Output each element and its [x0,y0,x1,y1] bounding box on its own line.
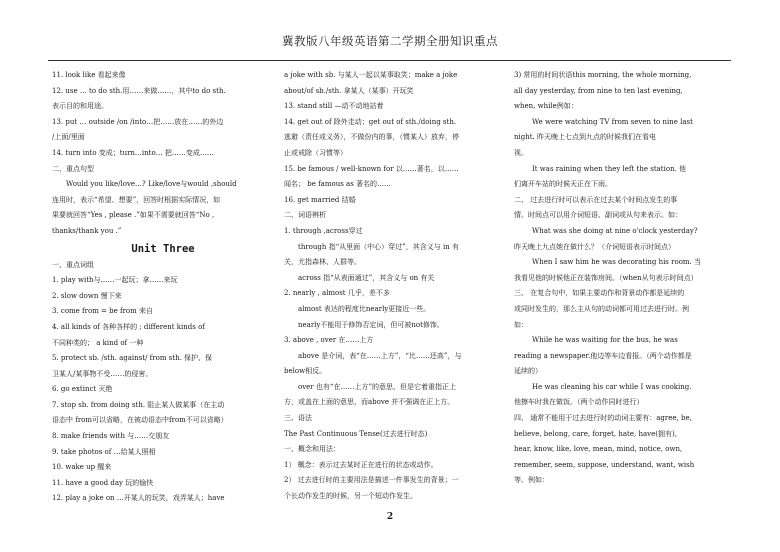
text-line: through 指“从里面（中心）穿过”，其含义与 in 有 [298,242,459,251]
text-line: 7. stop sb. from doing sth. 阻止某人做某事（在主动 [52,400,225,409]
unit-heading: Unit Three [131,242,195,255]
text-line: 四、 通常不能用于过去进行时的动词主要有：agree, be, [514,414,692,423]
text-line: 5. protect sb. /sth. against/ from sth. 保护、保 [52,354,213,363]
text-line: 我看见他的时候他正在装饰房间。（when从句表示时间点） [514,273,698,282]
text-line: 他擦车时我在做饭。（两个动作同时进行） [514,398,644,407]
text-line: 昨天晚上九点她在做什么？（介词短语表示时间点） [514,242,675,251]
page-number: 2 [386,512,394,522]
text-line: believe, belong, care, forget, hate, have(拥有), [514,429,677,438]
text-line: hear, know, like, love, mean, mind, notice, own, [514,445,683,454]
col2-block-d [284,302,502,349]
text-line: /上面/里面 [52,133,85,142]
text-line: 2. nearly , almost 几乎，差不多 [284,289,390,298]
text-line: 一、概念和用法： [284,445,340,454]
text-line: 逃避（责任或义务），不做份内的事，（惯某人）放弃，停 [284,133,459,142]
text-line: 12. play a joke on …开某人的玩笑，戏弄某人；have [52,494,225,503]
text-line: We were watching TV from seven to nine last [532,117,693,126]
text-line: 闻名； be famous as 著名的…… [284,180,392,189]
text-line: 1） 概念：表示过去某时正在进行的状态或动作。 [284,460,438,469]
text-line: 2） 过去进行时的主要用法是描述一件事发生的背景；一 [284,476,459,485]
text-line: above 是介词，表“在……上方”，“比……还高”，与 [298,351,462,360]
text-line: 14. turn into 变成；turn…into… 把……变成…… [52,148,214,157]
text-line: While he was waiting for the bus, he was [532,336,678,345]
text-line: 11. have a good day 玩的愉快 [52,478,154,487]
text-line: 关，尤指森林、人群等。 [284,258,361,267]
text-line: The Past Continuous Tense(过去进行时态) [284,429,428,438]
text-line: 3) 常用的时间状语this morning, the whole morning, [514,71,692,79]
text-line: 卫某人/某事物不受……的侵害。 [52,369,153,378]
text-line: thanks/thank you .” [52,226,122,235]
text-line: 延续的） [514,367,542,376]
column-middle [284,68,502,505]
text-line: 个长动作发生的时候，另一个短动作发生。 [284,492,417,501]
text-line: 3. above , over 在……上方 [284,336,374,345]
text-line: What was she doing at nine o'clock yesterday? [532,226,698,235]
text-line: below相反。 [284,367,327,376]
text-line: 10. wake up 醒来 [52,463,112,472]
text-line: 4. all kinds of 各种各样的 ; different kinds of [52,322,205,331]
col2-block-b [284,240,502,271]
text-line: 二、词语辨析 [284,211,326,220]
text-line: 们离开车站的时候天正在下雨。 [514,180,612,189]
column-right [514,68,730,489]
text-line: 15. be famous / well-known for 以……著名，以…… [284,164,459,173]
text-line: 16. get married 结婚 [284,195,356,204]
text-line: 三、语法 [284,414,312,423]
text-line: 等。例如： [514,476,549,485]
text-line: 13. put … outside /on /into…把……放在……的外边 [52,117,224,126]
text-line: 不同种类的； a kind of 一种 [52,338,144,347]
text-line: 情。时间点可以用介词短语、副词或从句来表示。如： [514,211,682,220]
text-line: 语态中 from可以省略，在被动语态中from不可以省略） [52,416,228,425]
text-line: 连用时，表示“希望、想要”，回答时根据实际情况，如 [52,195,221,204]
text-line: remember, seem, suppose, understand, want, wish [514,460,695,469]
col1-block-b [52,177,274,239]
col3-block-a [514,68,730,115]
text-line: about/of sb./sth. 拿某人（某事）开玩笑 [284,86,414,95]
text-line: 止或戒除（习惯等） [284,148,347,157]
col2-block-f [284,380,502,505]
text-line: 1. play with与……一起玩；拿……来玩 [52,276,178,285]
col2-block-e [284,349,502,380]
text-line: almost 表达的程度比nearly更接近一些。 [298,304,431,313]
text-line: 13. stand still —动不动地站着 [284,102,384,111]
text-line: 6. go extinct 灭绝 [52,385,113,394]
text-line: 11. look like 看起来像 [52,71,126,79]
text-line: when, while例如： [514,102,578,111]
text-line: 二、 过去进行时可以表示在过去某个时间点发生的事 [514,195,678,204]
text-line: 14. get out of 除外走动；get out of sth./doing sth. [284,117,457,126]
text-line: over 也有“在……上方”的意思，但是它着重指正上 [298,382,457,391]
column-left [52,68,274,507]
col3-block-d [514,224,730,255]
text-line: It was raining when they left the station. 他 [532,164,687,173]
text-line: 2. slow down 慢下来 [52,291,122,300]
col3-block-e [514,255,730,333]
text-line: 三、 在复合句中，如果主要动作和背景动作都是延续的 [514,289,685,298]
text-line: 二、重点句型 [52,164,94,173]
header-rule [48,60,731,61]
text-line: 视。 [514,148,528,157]
text-line: 1. through ,across穿过 [284,226,363,235]
text-line: 8. make friends with 与……交朋友 [52,432,170,441]
col3-block-c [514,162,730,224]
text-line: Would you like/love…? Like/love与would ,should [66,180,237,189]
text-line: He was cleaning his car while I was cooking. [532,382,692,391]
text-line: all day yesterday, from nine to ten last evening, [514,86,683,95]
text-line: 果要就回答“Yes , please .”如果不需要就回答“No , [52,211,215,220]
text-line: 12. use … to do sth.用……来做……，其中to do sth. [52,86,226,95]
col1-block-c [52,258,274,508]
col3-block-f [514,333,730,380]
text-line: When I saw him he was decorating his room. 当 [532,258,701,267]
page-title: 冀教版八年级英语第二学期全册知识重点 [282,34,498,48]
text-line: 方，或盖在上面的意思，而above 并不强调在正上方。 [284,398,455,407]
col2-block-a [284,68,502,240]
col1-block-a [52,68,274,177]
text-line: night. 昨天晚上七点到九点的时候我们在看电 [514,133,656,142]
col3-block-g [514,380,730,489]
text-line: across 指“从表面通过”，其含义与 on 有关 [298,273,435,282]
text-line: 9. take photos of …给某人照相 [52,447,156,456]
text-line: a joke with sb. 与某人一起以某事取笑；make a joke [284,71,458,79]
text-line: 表示目的和用途。 [52,102,108,111]
text-line: 3. come from = be from 来自 [52,307,154,316]
text-line: 或同时发生的，那么主从句的动词都可用过去进行时。例 [514,304,689,313]
text-line: 如： [514,320,528,329]
text-line: nearly不能用于修饰否定词，但可被not修饰。 [298,320,444,329]
col2-block-c [284,271,502,302]
text-line: 一、重点词组 [52,260,94,269]
col3-block-b [514,115,730,162]
text-line: reading a newspaper.他边等车边看报。（两个动作都是 [514,351,692,360]
